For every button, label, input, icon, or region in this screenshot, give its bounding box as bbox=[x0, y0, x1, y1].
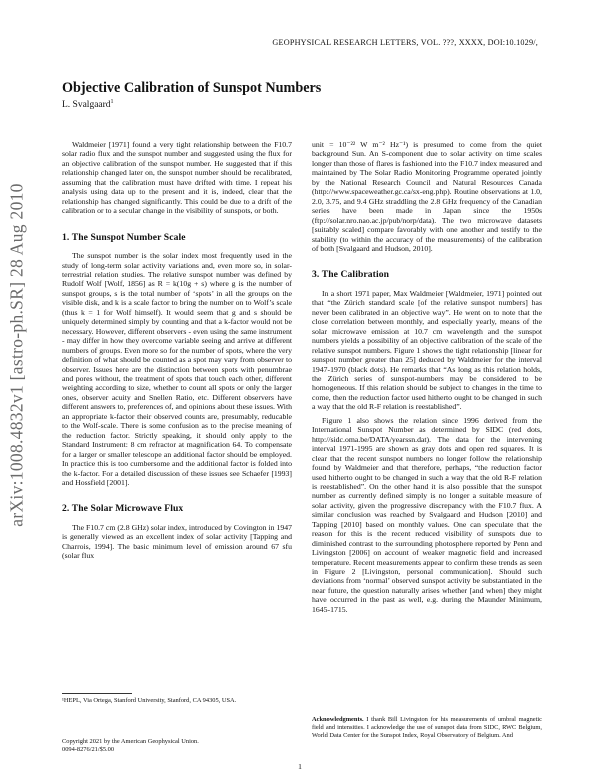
section-1-paragraph: The sunspot number is the solar index most frequently used in the study of long-term solar activity variations and, even more so, in solar-terrestrial relation studies. The relative sunspot number was defined by Rudolf Wolf [Wolf, 1856] as R = k(10g + s) where g is the number of sunspot groups, s is the total number of ‘spots’ in all the groups on the visible disk, and k is a scale factor to bring the number on to Wolf’s scale (thus k = 1 for Wolf himself). It would seem that g and s should be uniquely determined simply by counting and that a k-factor would not be necessary. However, different observers - even using the same instrument - may differ in how they overcome variable seeing and arrive at different numbers of groups. Even more so for the number of spots, where the very definition of what should be counted as a spot may vary from observer to observer. Issues here are the distinction between spots with penumbrae and pores without, the treatment of spots that touch each other, different weighting according to size, whether to count all spots or only the larger ones, observer acuity and Snellen Ratio, etc. Different observers have different answers to, preferences of, and opinions about these issues. With an appropriate k-factor their observed counts are, presumably, reducable to the Wolf-scale. There is some confusion as to the precise meaning of the reduction factor. Strictly speaking, it should only apply to the Standard Instrument: 8 cm refractor at magnification 64. To compensate for a larger or smaller telescope an additional factor should be employed. In practice this is too cumbersome and the additional factor is folded into the k-factor. For a detailed discussion of these issues see Schaefer [1993] and Hossfield [2001]. bbox=[62, 251, 292, 487]
section-2-paragraph: The F10.7 cm (2.8 GHz) solar index, introduced by Covington in 1947 is generally viewed as an excellent index of solar activity [Tapping and Charrois, 1994]. The basic minimum level of emission around 67 sfu (solar flux bbox=[62, 522, 292, 561]
issn-line: 0094-8276/21/$5.00 bbox=[62, 746, 115, 753]
paper-title: Objective Calibration of Sunspot Numbers bbox=[62, 80, 322, 96]
section-3-paragraph-1: In a short 1971 paper, Max Waldmeier [Waldmeier, 1971] pointed out that “the Zürich standard scale [of the relative sunspot numbers] has never been calibrated in an objective way”. He went on to note that the close correlation between monthly, and especially yearly, means of the solar microwave emission at 10.7 cm wavelength and the sunspot numbers yields a possibility of an objective calibration of the scale of the relative sunspot numbers. Figure 1 shows the tight relationship [linear for sunspot number greater than 25] deduced by Waldmeier for the interval 1947-1970 (black dots). He remarks that “As long as this relation holds, the Zürich series of sunspot-numbers may be considered to be homogeneous. If this relation should be subject to changes in the time to come, then the reduction factor used hitherto ought to be changed in such a way that the old R-F relation is reestablished”. bbox=[312, 288, 542, 412]
acknowledgments-text: I thank Bill Livingston for his measurements of umbral magnetic field and intensities. I acknowledge the use of sunspot data from SIDC, RWC Belgium, World Data Center for the Sunspot Index, Royal Observatory of Belgium. And bbox=[312, 716, 542, 739]
right-column bbox=[312, 140, 542, 614]
footnote: ¹HEPL, Via Ortega, Stanford University, Stanford, CA 94305, USA. bbox=[62, 697, 237, 704]
author-line bbox=[62, 99, 114, 110]
section-3-paragraph-2: Figure 1 also shows the relation since 1996 derived from the International Sunspot Number as determined by SIDC (red dots, http://sidc.oma.be/DATA/yearssn.dat). The data for the intervening interval 1971-1995 are shown as gray dots and open red squares. It is clear that the recent sunspot numbers no longer follow the relationship found by Waldmeier and that therefore, perhaps, “the reduction factor used hitherto ought to be changed in such a way that the old R-F relation is reestablished”. On the other hand it is also possible that the sunspot number as currently defined simply is no longer a suitable measure of solar activity, given the progressive discrepancy with the F10.7 flux. A similar conclusion was reached by Svalgaard and Hudson [2010] and Tapping [2010] based on monthly values. One can speculate that the reason for this is the recent reduced visibility of sunspots due to diminished contrast to the surrounding photosphere reported by Penn and Livingston [2006] on account of weaker magnetic field and increased temperature. Recent measurements appear to confirm these trends as seen in Figure 2 [Livingston, personal communication]. Should such deviations from ‘normal’ observed sunspot activity be substantiated in the near future, the question naturally arises whether [and when] they might have occurred in the past as well, e.g. during the Maunder Minimum, 1645-1715. bbox=[312, 415, 542, 614]
running-header: GEOPHYSICAL RESEARCH LETTERS, VOL. ???, XXXX, DOI:10.1029/, bbox=[272, 38, 538, 47]
acknowledgments-label: Acknowledgments. bbox=[312, 716, 364, 723]
author-name: L. Svalgaard bbox=[62, 100, 111, 111]
page-number: 1 bbox=[298, 762, 302, 771]
copyright-line: Copyright 2021 by the American Geophysical Union. bbox=[62, 738, 199, 745]
section-3-heading: 3. The Calibration bbox=[312, 269, 390, 281]
arxiv-stamp bbox=[6, 120, 28, 590]
arxiv-stamp-text: arXiv:1008.4832v1 [astro-ph.SR] 28 Aug 2010 bbox=[6, 183, 27, 527]
section-2-continuation: unit = 10⁻²² W m⁻² Hz⁻¹) is presumed to come from the quiet background Sun. An S-component due to solar activity on time scales longer than those of flares is fashioned into the F10.7 index measured and maintained by The Solar Radio Monitoring Programme operated jointly by the National Research Council and Natural Resources Canada (http://www.spaceweather.gc.ca/sx-eng.php). Routine observations at 1.0, 2.0, 3.75, and 9.4 GHz straddling the 2.8 GHz frequency of the Canadian series have been made in Japan since the 1950s (ftp://solar.nro.nao.ac.jp/pub/norp/data). The two microwave datasets [suitably scaled] compare favorably with one another and testify to the stability (to within the accuracy of the measurements) of the calibration of both [Svalgaard and Hudson, 2010]. bbox=[312, 140, 542, 253]
section-1-heading: 1. The Sunspot Number Scale bbox=[62, 231, 186, 243]
abstract-paragraph: Waldmeier [1971] found a very tight relationship between the F10.7 solar radio flux and the sunspot number and suggested using the flux for an objective calibration of the sunspot number. He suggested that if this relationship changed later on, the sunspot number should be recalibrated, assuming that the calibration must have drifted with time. I repeat his analysis using data up to the present and it is, indeed, clear that the relationship has changed significantly. This could be due to a drift of the calibration or to a secular change in the visibility of sunspots, or both. bbox=[62, 140, 292, 216]
footnote-rule bbox=[62, 693, 132, 694]
acknowledgments bbox=[312, 716, 542, 740]
affiliation-mark: 1 bbox=[110, 99, 114, 105]
left-column bbox=[62, 140, 292, 561]
section-2-heading: 2. The Solar Microwave Flux bbox=[62, 503, 184, 515]
copyright-notice bbox=[62, 738, 292, 754]
